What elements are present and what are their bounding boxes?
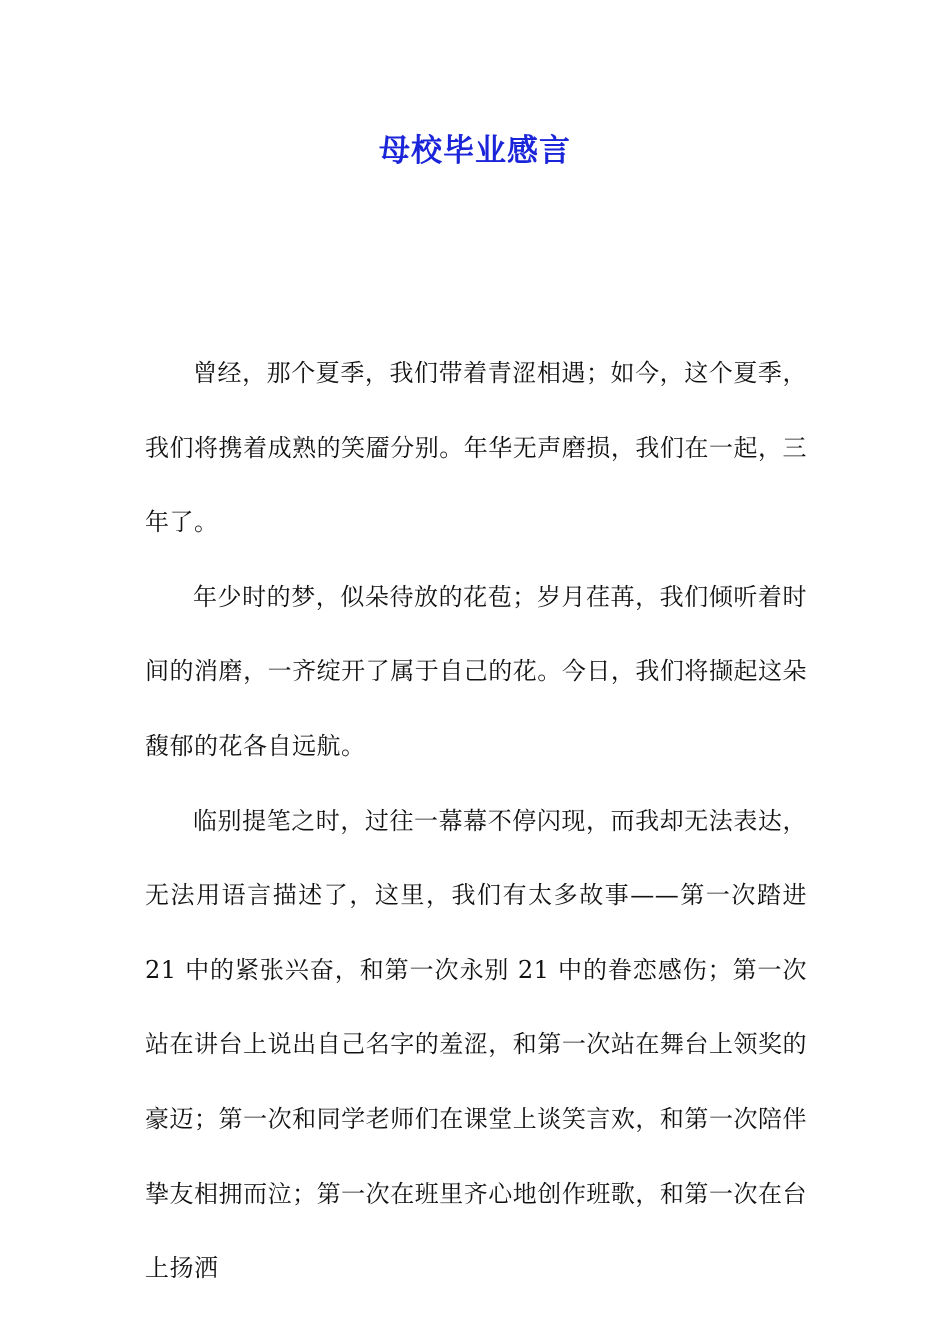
- paragraph-1: 曾经，那个夏季，我们带着青涩相遇；如今，这个夏季，我们将携着成熟的笑靥分别。年华无声磨损，我们在一起，三年了。: [145, 359, 807, 537]
- document-title: 母校毕业感言: [379, 133, 571, 169]
- paragraph-2: 年少时的梦，似朵待放的花苞；岁月荏苒，我们倾听着时间的消磨，一齐绽开了属于自己的花。今日，我们将撷起这朵馥郁的花各自远航。: [145, 582, 807, 760]
- document-body: [145, 336, 807, 1306]
- paragraph-3: 临别提笔之时，过往一幕幕不停闪现，而我却无法表达，无法用语言描述了，这里，我们有太多故事——第一次踏进 21 中的紧张兴奋，和第一次永别 21 中的眷恋感伤；第一次站在讲台上说出自己名字的羞涩，和第一次站在舞台上领奖的豪迈；第一次和同学老师们在课堂上谈笑言欢，和第一次陪伴挚友相拥而泣；第一次在班里齐心地创作班歌，和第一次在台上扬洒: [145, 806, 807, 1283]
